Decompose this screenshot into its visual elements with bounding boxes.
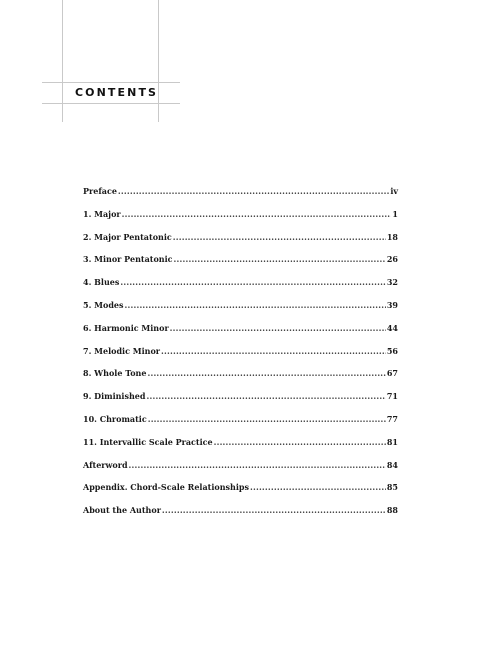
table-of-contents [83, 186, 398, 528]
toc-entry-label: 11. Intervallic Scale Practice [83, 436, 213, 447]
contents-heading: CONTENTS [75, 86, 159, 99]
toc-entry-label: 2. Major Pentatonic [83, 231, 172, 242]
toc-page-number: 67 [386, 368, 398, 379]
toc-dot-leader [122, 209, 392, 219]
toc-dot-leader [161, 346, 386, 356]
toc-entry[interactable] [83, 323, 398, 346]
toc-dot-leader [170, 323, 386, 333]
toc-page-number: 88 [386, 505, 398, 516]
toc-entry[interactable] [83, 209, 398, 232]
toc-page-number: 18 [386, 231, 398, 242]
toc-page-number: 56 [386, 345, 398, 356]
toc-entry[interactable] [83, 368, 398, 391]
toc-dot-leader [125, 300, 386, 310]
toc-page-number: 1 [392, 208, 398, 219]
crop-mark-horizontal-bottom [42, 103, 180, 104]
toc-entry-label: Appendix. Chord-Scale Relationships [83, 482, 249, 493]
toc-entry[interactable] [83, 232, 398, 255]
toc-dot-leader [146, 391, 385, 401]
toc-entry-label: 7. Melodic Minor [83, 345, 161, 356]
toc-page-number: 39 [386, 299, 398, 310]
toc-entry[interactable] [83, 505, 398, 528]
toc-entry-label: 1. Major [83, 208, 121, 219]
toc-entry-label: About the Author [83, 505, 161, 516]
toc-entry-label: 5. Modes [83, 299, 124, 310]
toc-dot-leader [129, 460, 386, 470]
toc-page-number: 26 [386, 254, 398, 265]
toc-page-number: 44 [386, 322, 398, 333]
toc-page-number: 84 [386, 459, 398, 470]
toc-entry-label: 3. Minor Pentatonic [83, 254, 173, 265]
toc-entry[interactable] [83, 254, 398, 277]
toc-entry[interactable] [83, 300, 398, 323]
toc-entry-label: Preface [83, 186, 117, 196]
toc-entry[interactable] [83, 460, 398, 483]
toc-entry[interactable] [83, 277, 398, 300]
toc-entry[interactable] [83, 437, 398, 460]
toc-dot-leader [118, 186, 389, 196]
toc-entry[interactable] [83, 186, 398, 209]
toc-page-number: 85 [386, 482, 398, 493]
crop-mark-horizontal-top [42, 82, 180, 83]
toc-entry-label: 10. Chromatic [83, 413, 147, 424]
toc-entry-label: 6. Harmonic Minor [83, 322, 169, 333]
toc-entry[interactable] [83, 346, 398, 369]
toc-entry[interactable] [83, 482, 398, 505]
toc-page-number: iv [390, 186, 398, 196]
toc-page-number: 77 [386, 413, 398, 424]
toc-dot-leader [250, 482, 386, 492]
toc-dot-leader [147, 368, 385, 378]
toc-dot-leader [148, 414, 386, 424]
toc-entry[interactable] [83, 414, 398, 437]
toc-entry-label: 4. Blues [83, 277, 120, 288]
toc-dot-leader [173, 232, 386, 242]
toc-page-number: 81 [386, 436, 398, 447]
toc-dot-leader [120, 277, 386, 287]
toc-entry-label: 9. Diminished [83, 391, 146, 402]
toc-page-number: 32 [386, 277, 398, 288]
toc-entry[interactable] [83, 391, 398, 414]
toc-dot-leader [214, 437, 386, 447]
toc-entry-label: Afterword [83, 459, 128, 470]
toc-dot-leader [162, 505, 386, 515]
toc-entry-label: 8. Whole Tone [83, 368, 147, 379]
toc-dot-leader [174, 254, 386, 264]
toc-page-number: 71 [386, 391, 398, 402]
